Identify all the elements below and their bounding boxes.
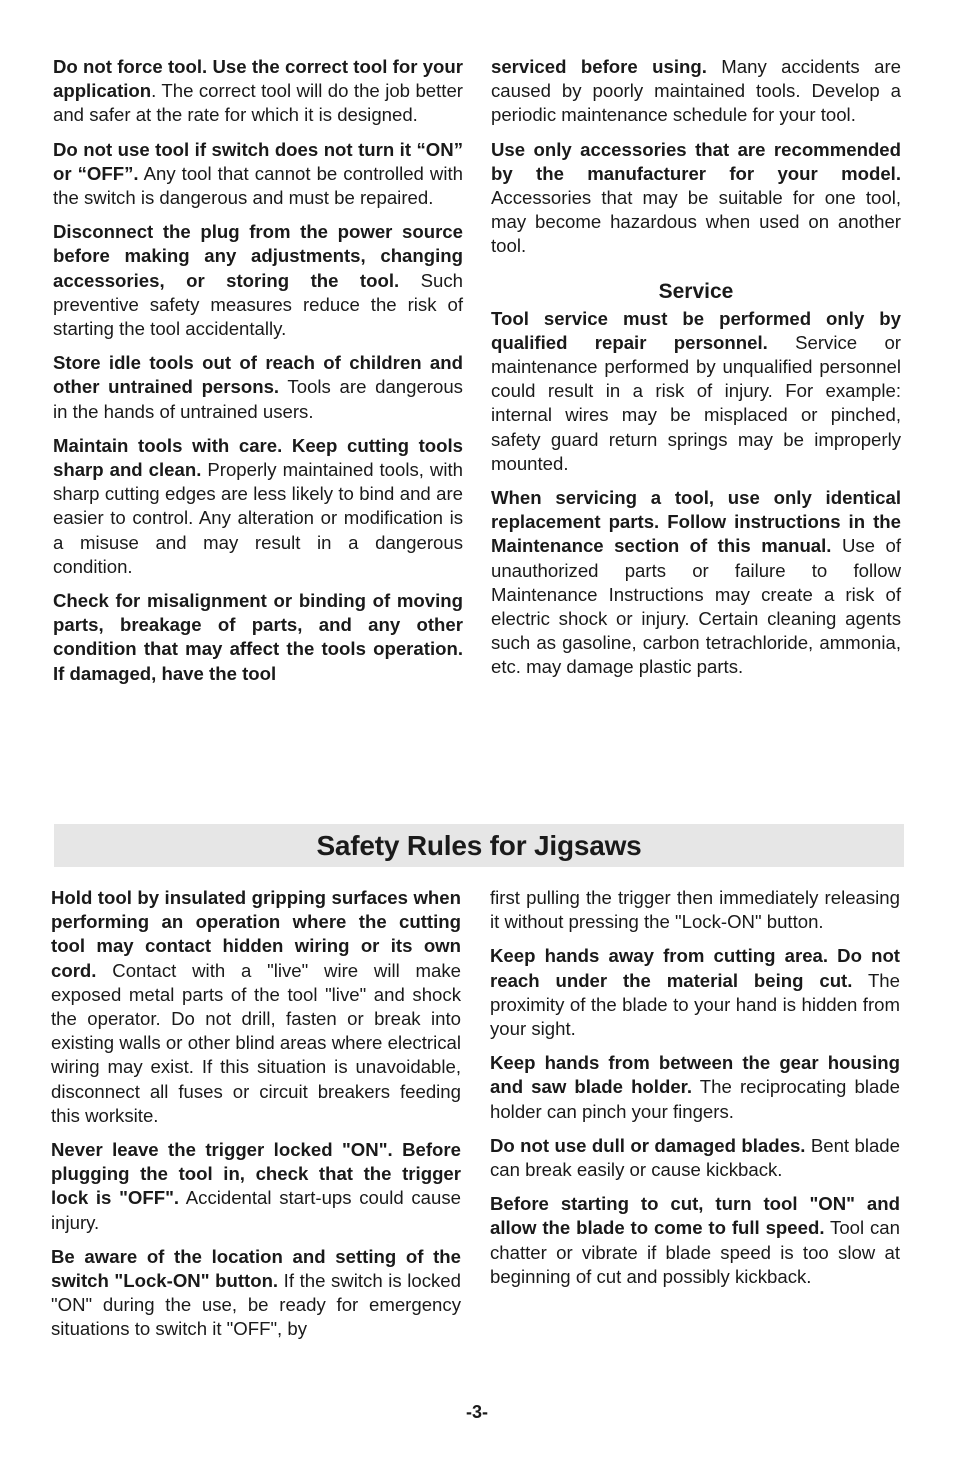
rule-text: Use of unauthorized parts or failure to follow Maintenance Instructions may create a risk of electric shock or injury. Certain cleaning agents such as gasoline, carbon tetrachloride, ammonia, etc. may damage plastic parts. <box>491 535 901 678</box>
page-number: -3- <box>466 1402 488 1422</box>
rule-heading: Check for misalignment or binding of moving parts, breakage of parts, and any other condition that may affect the tools operation. If damaged, have the tool <box>53 590 463 684</box>
rule-heading: Tool service must be performed only by qualified repair personnel. <box>491 307 901 353</box>
bottom-left-column <box>51 886 461 1352</box>
rule-text: Tool can chatter or vibrate if blade speed is too slow at beginning of cut and possibly kickback. <box>490 1217 900 1287</box>
paragraph <box>51 1138 461 1235</box>
rule-text: first pulling the trigger then immediately releasing it without pressing the "Lock-ON" button. <box>490 887 900 933</box>
paragraph <box>53 589 463 686</box>
rule-heading: Maintain tools with care. Keep cutting tools sharp and clean. <box>53 434 463 481</box>
rule-heading: Use only accessories that are recommended by the manufacturer for your model. <box>491 138 901 184</box>
paragraph <box>491 138 901 259</box>
rule-text: Contact with a "live" wire will make exposed metal parts of the tool "live" and shock the operator. Do not drill, fasten or break into existing walls or other blind areas where electrical wiring may exist. If this situation is unavoidable, disconnect all fuses or circuit breakers feeding this worksite. <box>51 959 461 1126</box>
rule-heading: Keep hands away from cutting area. Do not reach under the material being cut. <box>490 945 900 991</box>
paragraph <box>490 944 900 1041</box>
paragraph <box>490 886 900 934</box>
rule-text: Many accidents are caused by poorly maintained tools. Develop a periodic maintenance schedule for your tool. <box>491 56 902 126</box>
paragraph <box>53 434 463 579</box>
rule-heading: Hold tool by insulated gripping surfaces when performing an operation where the cutting tool may contact hidden wiring or its own cord. <box>51 887 461 981</box>
paragraph <box>53 138 463 211</box>
top-left-column <box>53 55 463 696</box>
section-banner <box>54 824 904 867</box>
rule-text: . The correct tool will do the job better and safer at the rate for which it is designed. <box>53 80 463 126</box>
rule-heading: Keep hands from between the gear housing and saw blade holder. <box>490 1052 900 1098</box>
paragraph <box>53 220 463 341</box>
rule-text: Accidental start-ups could cause injury. <box>51 1187 461 1233</box>
rule-text: Properly maintained tools, with sharp cutting edges are less likely to bind and are easier to control. Any alteration or modification is a misuse and may result in a dangerous condition. <box>53 459 463 577</box>
service-heading: Service <box>658 279 734 303</box>
paragraph <box>491 486 901 680</box>
paragraph <box>53 351 463 424</box>
rule-text: Tools are dangerous in the hands of untrained users. <box>53 376 463 422</box>
paragraph <box>490 1134 900 1182</box>
rule-text: If the switch is locked "ON" during the use, be ready for emergency situations to switch it "OFF", by <box>51 1270 461 1340</box>
top-right-column <box>491 55 901 690</box>
rule-heading: Store idle tools out of reach of children and other untrained persons. <box>53 352 463 398</box>
paragraph <box>491 55 901 128</box>
rule-heading: Be aware of the location and setting of the switch "Lock-ON" button. <box>51 1245 461 1292</box>
rule-heading: Do not use tool if switch does not turn it “ON” or “OFF”. <box>53 138 463 184</box>
rule-heading: Disconnect the plug from the power source before making any adjustments, changing accessories, or storing the tool. <box>53 221 463 291</box>
rule-heading: serviced before using. <box>491 56 707 77</box>
paragraph <box>51 886 461 1128</box>
rule-text: Service or maintenance performed by unqualified personnel could result in a risk of injury. For example: internal wires may be misplaced or pinched, safety guard return springs may be improperly mounted. <box>491 331 901 474</box>
paragraph <box>53 55 463 128</box>
rule-heading: Do not use dull or damaged blades. <box>490 1134 806 1156</box>
bottom-right-column <box>490 886 900 1299</box>
rule-text: Bent blade can break easily or cause kickback. <box>490 1134 900 1181</box>
paragraph <box>490 1192 900 1289</box>
rule-heading: Before starting to cut, turn tool "ON" and allow the blade to come to full speed. <box>490 1193 900 1239</box>
rule-text: Such preventive safety measures reduce the risk of starting the tool accidentally. <box>53 269 463 340</box>
paragraph <box>51 1245 461 1342</box>
rule-text: Accessories that may be suitable for one tool, may become hazardous when used on another tool. <box>491 187 901 257</box>
paragraph <box>491 307 901 476</box>
rule-heading: Do not force tool. Use the correct tool for your application <box>53 56 463 102</box>
section-title: Safety Rules for Jigsaws <box>316 829 642 861</box>
rule-heading: When servicing a tool, use only identical replacement parts. Follow instructions in the Maintenance section of this manual. <box>491 487 901 557</box>
rule-text: The reciprocating blade holder can pinch your fingers. <box>490 1076 900 1122</box>
rule-text: Any tool that cannot be controlled with the switch is dangerous and must be repaired. <box>53 162 463 209</box>
paragraph <box>490 1051 900 1124</box>
rule-text: The proximity of the blade to your hand is hidden from your sight. <box>490 969 900 1040</box>
rule-heading: Never leave the trigger locked "ON". Before plugging the tool in, check that the trigger lock is "OFF". <box>51 1139 461 1209</box>
